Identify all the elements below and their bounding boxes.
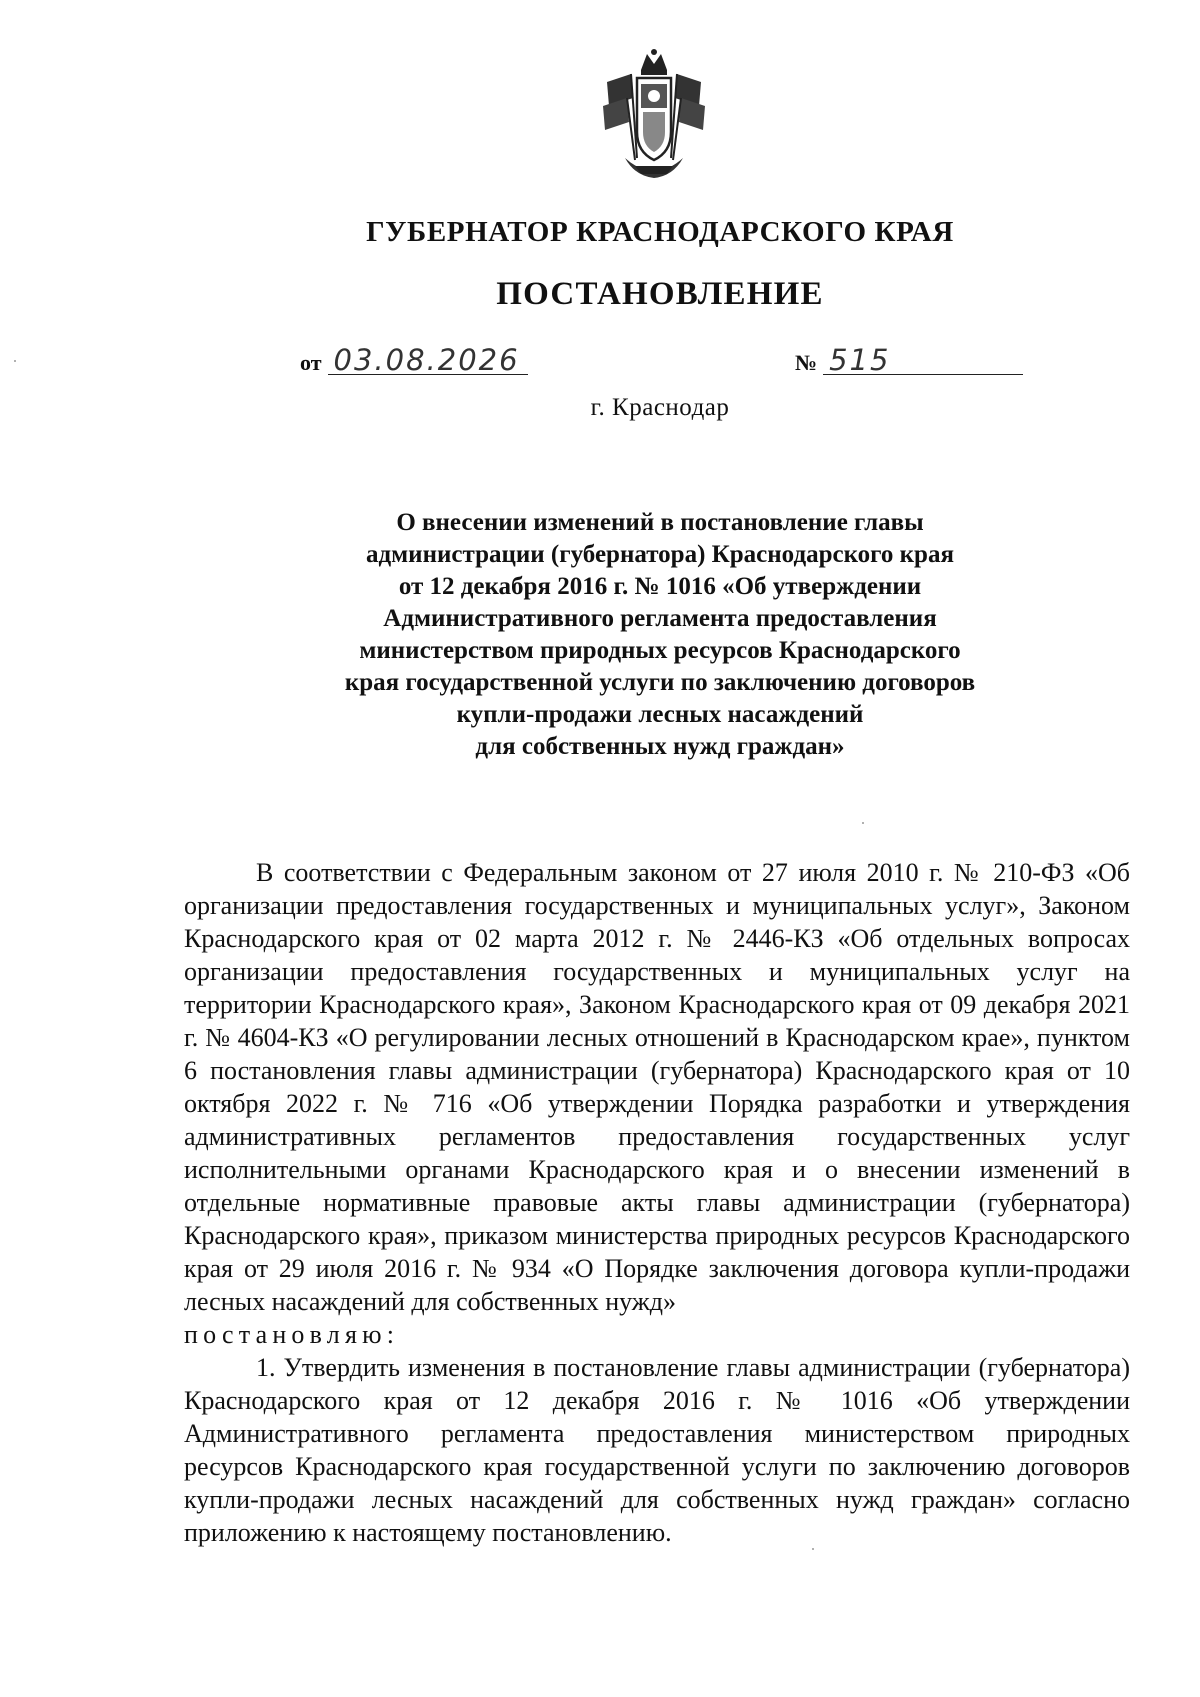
resolve-word: постановляю: xyxy=(184,1320,400,1349)
number-value: 515 xyxy=(823,346,1023,375)
coat-of-arms-icon xyxy=(597,48,711,188)
date-label: от xyxy=(300,350,322,375)
subject-heading xyxy=(0,507,1200,763)
subject-line: купли-продажи лесных насаждений xyxy=(456,701,864,728)
subject-line: администрации (губернатора) Краснодарского края xyxy=(366,541,954,568)
document-type: ПОСТАНОВЛЕНИЕ xyxy=(496,276,824,312)
date-value: 03.08.2026 xyxy=(328,346,528,375)
subject-line: Административного регламента предоставления xyxy=(383,605,937,632)
organization-title: ГУБЕРНАТОР КРАСНОДАРСКОГО КРАЯ xyxy=(366,216,954,248)
item-1-paragraph: 1. Утвердить изменения в постановление главы администрации (губернатора) Краснодарского края от 12 декабря 2016 г. № 1016 «Об утверждении Административного регламента предоставления министерством природных ресурсов Краснодарского края государственной услуги по заключению договоров купли-продажи лесных насаждений для собственных нужд граждан» согласно приложению к настоящему постановлению. xyxy=(184,1353,1130,1547)
number-field xyxy=(795,343,1023,377)
subject-line: для собственных нужд граждан» xyxy=(475,733,845,760)
subject-line: от 12 декабря 2016 г. № 1016 «Об утверждении xyxy=(398,573,922,600)
preamble-paragraph: В соответствии с Федеральным законом от 27 июля 2010 г. № 210-ФЗ «Об организации предоставления государственных и муниципальных услуг», Законом Краснодарского края от 02 марта 2012 г. № 2446-КЗ «Об отдельных вопросах организации предоставления государственных и муниципальных услуг на территории Краснодарского края», Законом Краснодарского края от 09 декабря 2021 г. № 4604-КЗ «О регулировании лесных отношений в Краснодарском крае», пунктом 6 постановления главы администрации (губернатора) Краснодарского края от 10 октября 2022 г. № 716 «Об утверждении Порядка разработки и утверждения административных регламентов предоставления государственных услуг исполнительными органами Краснодарского края и о внесении изменений в отдельные нормативные правовые акты главы администрации (губернатора) Краснодарского края», приказом министерства природных ресурсов Краснодарского края от 29 июля 2016 г. № 934 «О Порядке заключения договора купли-продажи лесных насаждений для собственных нужд» xyxy=(184,858,1130,1316)
document-body xyxy=(184,856,1130,1549)
scan-speck xyxy=(812,1548,814,1550)
subject-line: министерством природных ресурсов Краснодарского xyxy=(359,637,961,664)
subject-line: О внесении изменений в постановление главы xyxy=(396,509,924,536)
subject-line: края государственной услуги по заключению договоров xyxy=(344,669,976,696)
number-label: № xyxy=(795,350,818,375)
scan-speck xyxy=(862,822,864,824)
date-field xyxy=(300,343,528,377)
scan-speck xyxy=(14,360,16,362)
city: г. Краснодар xyxy=(590,394,730,421)
